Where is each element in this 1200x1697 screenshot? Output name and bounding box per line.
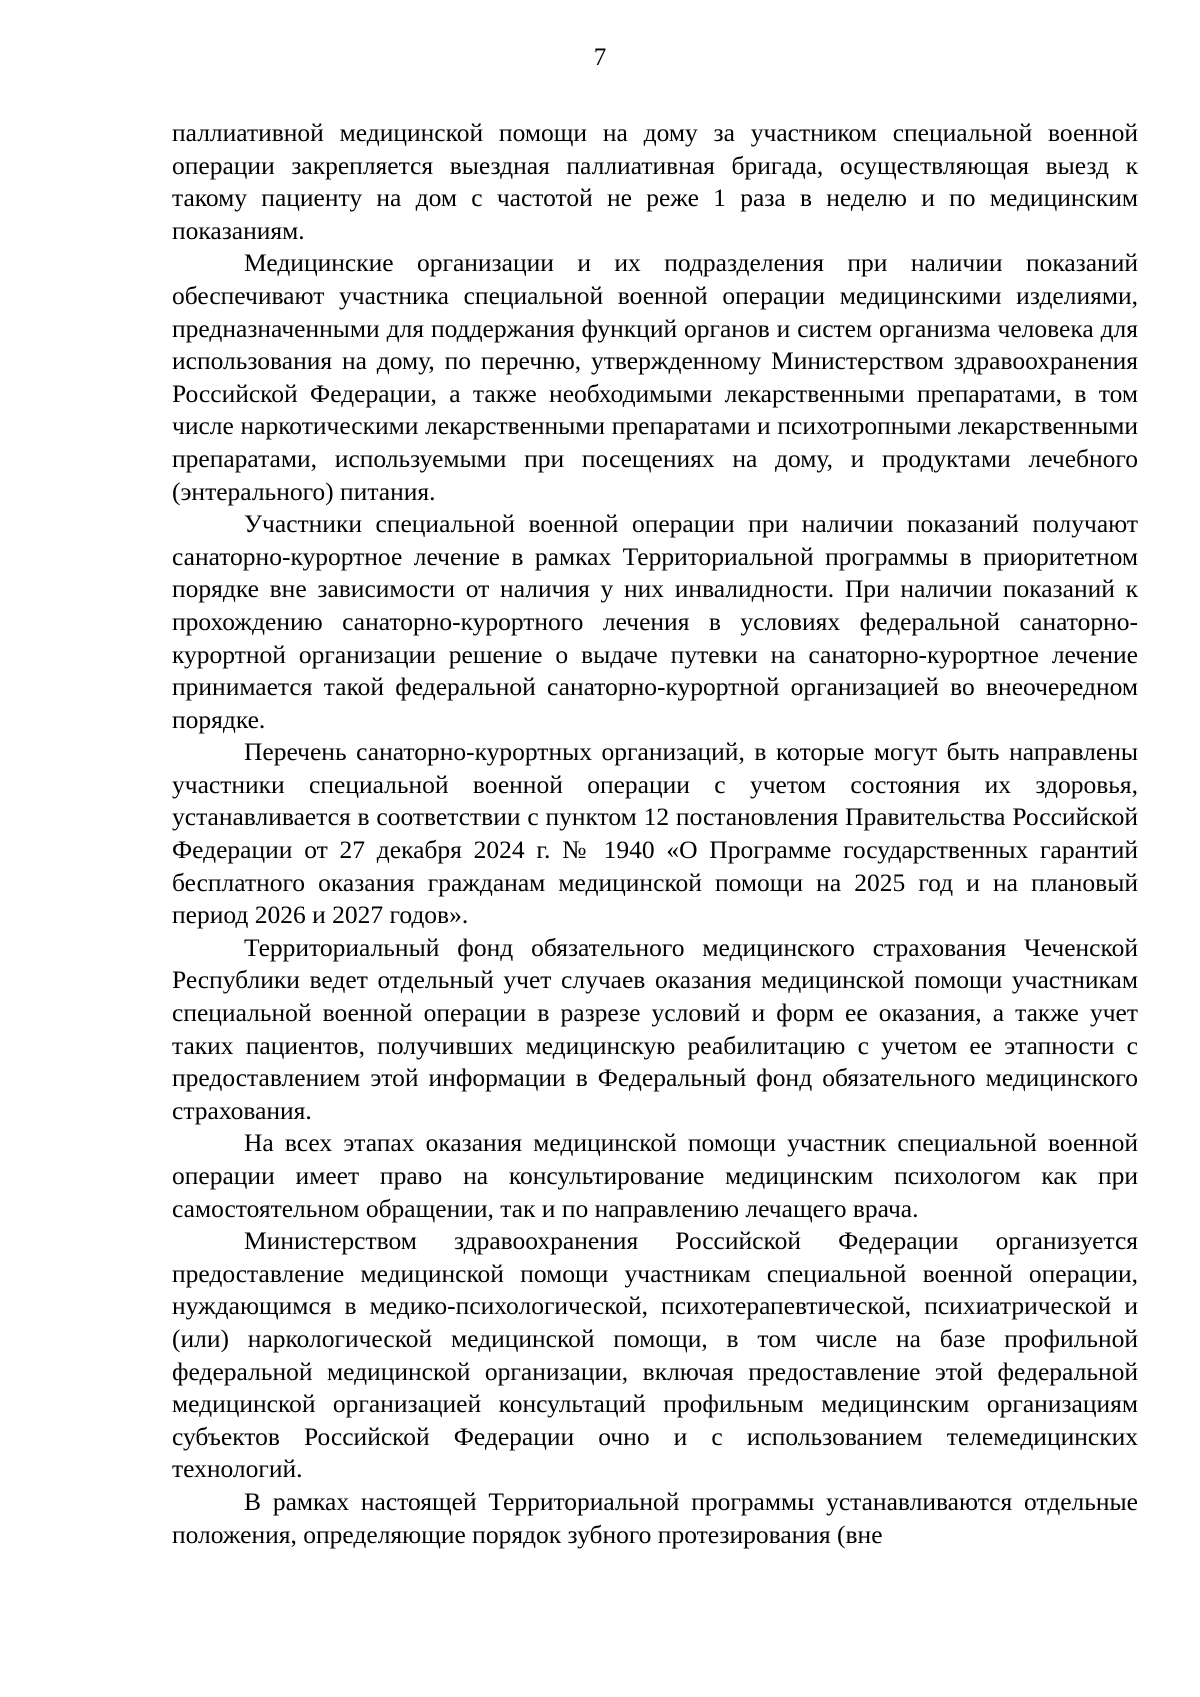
page-number: 7: [593, 44, 607, 71]
paragraph-sanatorium-treatment: Участники специальной военной операции при наличии показаний получают санаторно-курортное лечение в рамках Территориальной программы в приоритетном порядке вне зависимости от наличия у них инвалидности. При наличии показаний к прохождению санаторно-курортного лечения в условиях федеральной санаторно-курортной организации решение о выдаче путевки на санаторно-курортное лечение принимается такой федеральной санаторно-курортной организацией во внеочередном порядке.: [172, 509, 1138, 734]
paragraph-ministry-care: Министерством здравоохранения Российской Федерации организуется предоставление медицинской помощи участникам специальной военной операции, нуждающимся в медико-психологической, психотерапевтической, психиатрической и (или) наркологической медицинской помощи, в том числе на базе профильной федеральной медицинской организации, включая предоставление этой федеральной медицинской организацией консультаций профильным медицинским организациям субъектов Российской Федерации очно и с использованием телемедицинских технологий.: [172, 1226, 1138, 1484]
paragraph-palliative-team: паллиативной медицинской помощи на дому за участником специальной военной операции закрепляется выездная паллиативная бригада, осуществляющая выезд к такому пациенту на дом с частотой не реже 1 раза в неделю и по медицинским показаниям.: [172, 118, 1138, 245]
document-body: [172, 117, 1138, 1551]
paragraph-psychologist: На всех этапах оказания медицинской помощи участник специальной военной операции имеет право на консультирование медицинским психологом как при самостоятельном обращении, так и по направлению лечащего врача.: [172, 1128, 1138, 1223]
paragraph-insurance-fund: Территориальный фонд обязательного медицинского страхования Чеченской Республики ведет отдельный учет случаев оказания медицинской помощи участникам специальной военной операции в разрезе условий и форм ее оказания, а также учет таких пациентов, получивших медицинскую реабилитацию с учетом ее этапности с предоставлением этой информации в Федеральный фонд обязательного медицинского страхования.: [172, 932, 1138, 1125]
paragraph-medical-devices: Медицинские организации и их подразделения при наличии показаний обеспечивают участника специальной военной операции медицинскими изделиями, предназначенными для поддержания функций органов и систем организма человека для использования на дому, по перечню, утвержденному Министерством здравоохранения Российской Федерации, а также необходимыми лекарственными препаратами, в том числе наркотическими лекарственными препаратами и психотропными лекарственными препаратами, используемыми при посещениях на дому, и продуктами лечебного (энтерального) питания.: [172, 248, 1138, 506]
paragraph-dental-prosthetics: В рамках настоящей Территориальной программы устанавливаются отдельные положения, определяющие порядок зубного протезирования (вне: [172, 1486, 1138, 1549]
paragraph-sanatorium-list: Перечень санаторно-курортных организаций, в которые могут быть направлены участники специальной военной операции с учетом состояния их здоровья, устанавливается в соответствии с пунктом 12 постановления Правительства Российской Федерации от 27 декабря 2024 г. № 1940 «О Программе государственных гарантий бесплатного оказания гражданам медицинской помощи на 2025 год и на плановый период 2026 и 2027 годов».: [172, 737, 1138, 930]
